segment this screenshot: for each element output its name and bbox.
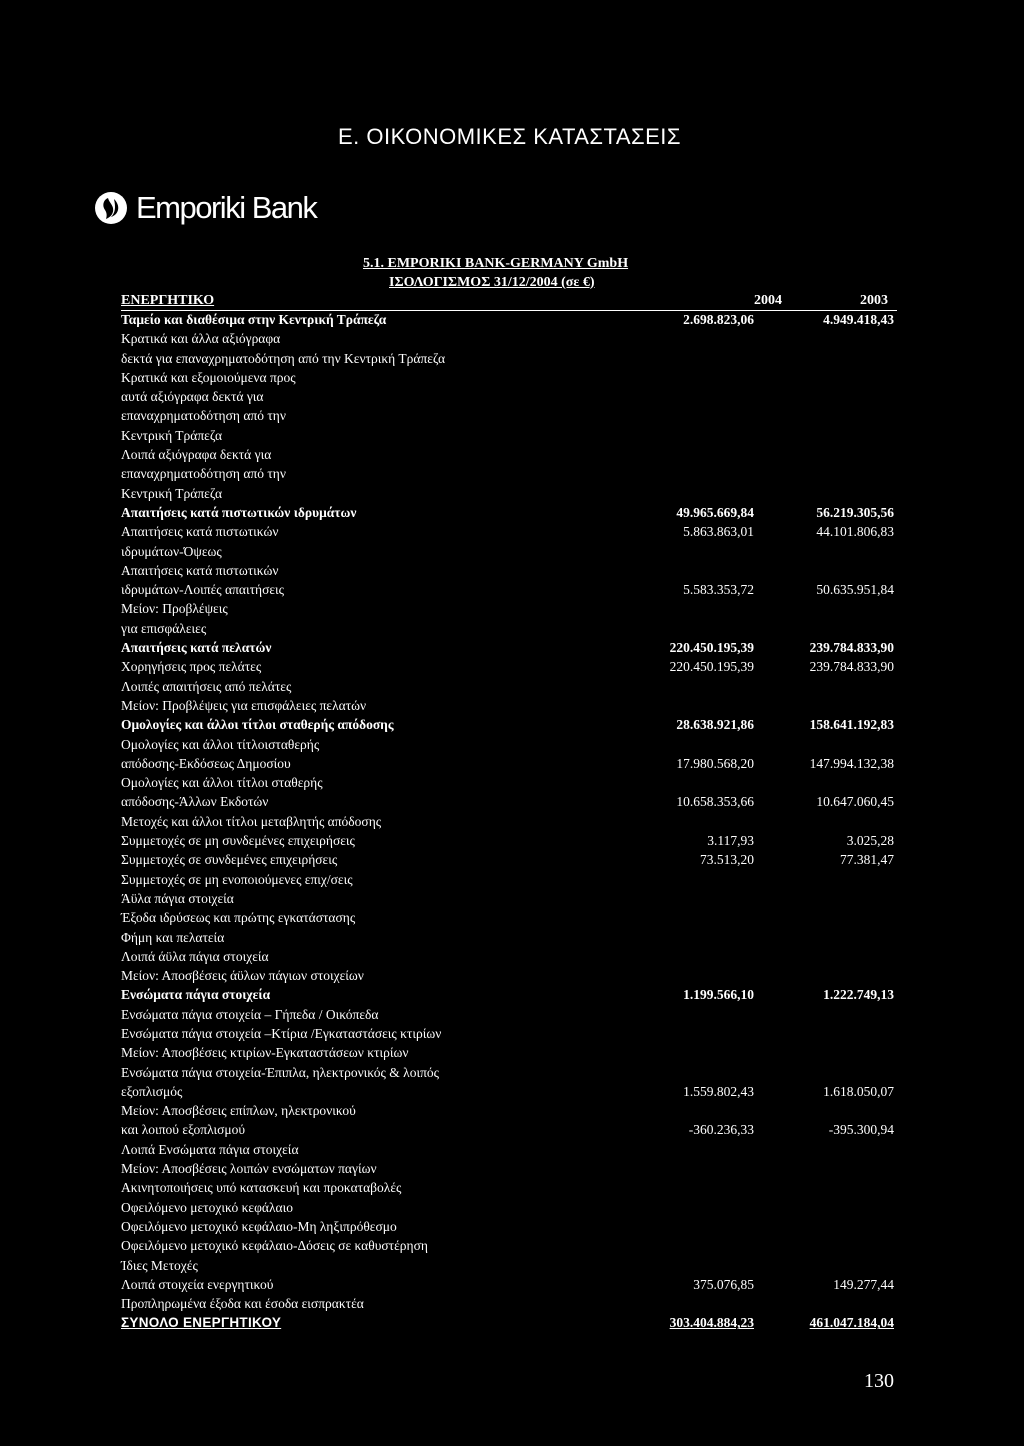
row-label: Απαιτήσεις κατά πελατών: [121, 640, 272, 656]
column-year-2004: 2004: [754, 293, 782, 308]
row-label: Έξοδα ιδρύσεως και πρώτης εγκατάστασης: [121, 910, 356, 926]
value-2004: 3.117,93: [707, 833, 754, 849]
table-row: [121, 735, 897, 754]
row-label: Μείον: Αποσβέσεις άϋλων πάγιων στοιχείων: [121, 968, 364, 984]
value-2004: 303.404.884,23: [669, 1315, 754, 1331]
row-label: Λοιπές απαιτήσεις από πελάτες: [121, 678, 292, 694]
value-2003: 239.784.833,90: [809, 640, 894, 656]
row-label: Ταμείο και διαθέσιμα στην Κεντρική Τράπεζα: [121, 312, 387, 327]
table-row: [121, 580, 897, 599]
table-row: [121, 870, 897, 889]
row-label: Μείον: Αποσβέσεις λοιπών ενσώματων παγίων: [121, 1161, 377, 1177]
row-label: Απαιτήσεις κατά πιστωτικών: [121, 562, 279, 578]
row-label: απόδοσης-Άλλων Εκδοτών: [121, 794, 269, 810]
row-label: Φήμη και πελατεία: [121, 929, 225, 945]
table-row: [121, 503, 897, 522]
row-label: Λοιπά αξιόγραφα δεκτά για: [121, 447, 272, 463]
row-label: ιδρυμάτων-Λοιπές απαιτήσεις: [121, 582, 285, 598]
table-row: [121, 1063, 897, 1082]
value-2004: 5.863.863,01: [683, 524, 754, 540]
row-label: Λοιπά άϋλα πάγια στοιχεία: [121, 948, 269, 964]
row-label: Ίδιες Μετοχές: [121, 1257, 198, 1273]
value-2003: 158.641.192,83: [809, 717, 894, 733]
table-row: [121, 812, 897, 831]
row-label: Μείον: Αποσβέσεις επίπλων, ηλεκτρονικού: [121, 1103, 356, 1119]
row-label: επαναχρηματοδότηση από την: [121, 466, 286, 482]
table-row: [121, 696, 897, 715]
table-row: [121, 831, 897, 850]
row-label: Ενσώματα πάγια στοιχεία: [121, 987, 271, 1003]
row-label: Συμμετοχές σε συνδεμένες επιχειρήσεις: [121, 852, 338, 868]
table-row: [121, 1256, 897, 1275]
row-label: Οφειλόμενο μετοχικό κεφάλαιο: [121, 1199, 293, 1215]
row-label: Ενσώματα πάγια στοιχεία-Έπιπλα, ηλεκτρονικός & λοιπός: [121, 1064, 439, 1080]
value-2004: 49.965.669,84: [676, 504, 754, 520]
table-row: [121, 928, 897, 947]
page-number: 130: [864, 1370, 894, 1392]
value-2003: 44.101.806,83: [816, 524, 894, 540]
value-2004: 220.450.195,39: [669, 640, 754, 656]
table-row: [121, 985, 897, 1004]
value-2004: 375.076,85: [693, 1276, 754, 1292]
row-label: Λοιπά Ενσώματα πάγια στοιχεία: [121, 1141, 299, 1157]
bank-name: Emporiki Bank: [136, 190, 317, 225]
balance-sheet-title: ΙΣΟΛΟΓΙΣΜΟΣ 31/12/2004 (σε €): [389, 275, 595, 290]
row-label: Ενσώματα πάγια στοιχεία –Κτίρια /Εγκαταστάσεις κτιρίων: [121, 1025, 442, 1041]
row-label: Συμμετοχές σε μη ενοποιούμενες επιχ/σεις: [121, 871, 353, 887]
row-label: Προπληρωμένα έξοδα και έσοδα εισπρακτέα: [121, 1296, 364, 1312]
table-row: [121, 1043, 897, 1062]
table-row: [121, 599, 897, 618]
row-label: Μείον: Προβλέψεις: [121, 601, 228, 617]
balance-sheet-table: [121, 310, 897, 1333]
table-row: [121, 889, 897, 908]
row-label: εξοπλισμός: [121, 1083, 183, 1099]
table-row: [121, 349, 897, 368]
row-label: Κεντρική Τράπεζα: [121, 427, 223, 443]
table-row: [121, 561, 897, 580]
table-row: [121, 908, 897, 927]
row-label: Λοιπά στοιχεία ενεργητικού: [121, 1276, 274, 1292]
row-label: Μετοχές και άλλοι τίτλοι μεταβλητής απόδοσης: [121, 813, 382, 829]
row-label: Άϋλα πάγια στοιχεία: [121, 890, 234, 906]
value-2003: 239.784.833,90: [809, 659, 894, 675]
table-row: [121, 387, 897, 406]
table-row: [121, 484, 897, 503]
table-row: [121, 1005, 897, 1024]
table-row: [121, 947, 897, 966]
table-row: [121, 638, 897, 657]
table-row: [121, 1024, 897, 1043]
value-2004: 2.698.823,06: [683, 312, 754, 327]
table-row: [121, 657, 897, 676]
value-2004: 73.513,20: [700, 852, 754, 868]
value-2004: 10.658.353,66: [676, 794, 754, 810]
value-2004: 1.199.566,10: [683, 987, 754, 1003]
row-label: Απαιτήσεις κατά πιστωτικών ιδρυμάτων: [121, 504, 357, 520]
table-row: [121, 522, 897, 541]
value-2003: 77.381,47: [840, 852, 894, 868]
row-label: Χορηγήσεις προς πελάτες: [121, 659, 262, 675]
value-2003: 50.635.951,84: [816, 582, 894, 598]
row-label: και λοιπού εξοπλισμού: [121, 1122, 246, 1138]
value-2003: 10.647.060,45: [816, 794, 894, 810]
row-label: Ομολογίες και άλλοι τίτλοι σταθερής: [121, 775, 323, 791]
row-label: Ενσώματα πάγια στοιχεία – Γήπεδα / Οικόπεδα: [121, 1006, 379, 1022]
row-label: Ακινητοποιήσεις υπό κατασκευή και προκαταβολές: [121, 1180, 402, 1196]
row-label: Οφειλόμενο μετοχικό κεφάλαιο-Δόσεις σε καθυστέρηση: [121, 1238, 428, 1254]
table-row: [121, 1275, 897, 1294]
row-label: απόδοσης-Εκδόσεως Δημοσίου: [121, 755, 291, 771]
table-row: [121, 754, 897, 773]
value-2003: 3.025,28: [846, 833, 894, 849]
value-2003: 1.222.749,13: [823, 987, 894, 1003]
row-label: Κρατικά και εξομοιούμενα προς: [121, 369, 296, 385]
bank-logo: [94, 190, 316, 226]
table-row: [121, 445, 897, 464]
row-label: για επισφάλειες: [121, 620, 207, 636]
row-label: Κεντρική Τράπεζα: [121, 485, 223, 501]
table-row: [121, 966, 897, 985]
value-2003: 461.047.184,04: [809, 1315, 894, 1331]
value-2004: 28.638.921,86: [676, 717, 754, 733]
table-row: [121, 406, 897, 425]
column-year-2003: 2003: [860, 293, 888, 308]
row-label: Οφειλόμενο μετοχικό κεφάλαιο-Μη ληξιπρόθεσμο: [121, 1218, 397, 1234]
value-2004: 17.980.568,20: [676, 755, 754, 771]
table-row: [121, 464, 897, 483]
table-row: [121, 677, 897, 696]
row-label: Μείον: Αποσβέσεις κτιρίων-Εγκαταστάσεων κτιρίων: [121, 1045, 409, 1061]
table-row: [121, 1236, 897, 1255]
value-2003: 4.949.418,43: [823, 312, 894, 327]
value-2003: -395.300,94: [828, 1122, 894, 1138]
table-row: [121, 792, 897, 811]
table-row: [121, 1120, 897, 1139]
value-2003: 1.618.050,07: [823, 1083, 894, 1099]
table-row: [121, 1217, 897, 1236]
row-label: ιδρυμάτων-Όψεως: [121, 543, 222, 559]
row-label: αυτά αξιόγραφα δεκτά για: [121, 389, 264, 405]
row-label: δεκτά για επαναχρηματοδότηση από την Κεντρική Τράπεζα: [121, 350, 446, 366]
row-label: ΣΥΝΟΛΟ ΕΝΕΡΓΗΤΙΚΟΥ: [121, 1315, 282, 1331]
table-row: [121, 715, 897, 734]
table-row: [121, 310, 897, 329]
assets-header: ΕΝΕΡΓΗΤΙΚΟ: [121, 293, 215, 308]
table-row: [121, 368, 897, 387]
table-row: [121, 1313, 897, 1332]
value-2003: 56.219.305,56: [816, 504, 894, 520]
table-row: [121, 1101, 897, 1120]
value-2004: 5.583.353,72: [683, 582, 754, 598]
table-row: [121, 329, 897, 348]
table-row: [121, 1294, 897, 1313]
row-label: Ομολογίες και άλλοι τίτλοι σταθερής απόδοσης: [121, 717, 394, 733]
table-row: [121, 850, 897, 869]
page-title: Ε. ΟΙΚΟΝΟΜΙΚΕΣ ΚΑΤΑΣΤΑΣΕΙΣ: [338, 124, 681, 149]
value-2004: 220.450.195,39: [669, 659, 754, 675]
table-row: [121, 542, 897, 561]
row-label: Απαιτήσεις κατά πιστωτικών: [121, 524, 279, 540]
company-subtitle: 5.1. EMPORIKI BANK-GERMANY GmbH: [363, 256, 629, 271]
table-row: [121, 1140, 897, 1159]
row-label: Μείον: Προβλέψεις για επισφάλειες πελατών: [121, 697, 367, 713]
table-row: [121, 1198, 897, 1217]
table-row: [121, 1082, 897, 1101]
row-label: Κρατικά και άλλα αξιόγραφα: [121, 331, 281, 347]
value-2004: 1.559.802,43: [683, 1083, 754, 1099]
table-row: [121, 619, 897, 638]
emporiki-logo-icon: [94, 191, 128, 225]
value-2003: 149.277,44: [833, 1276, 894, 1292]
value-2004: -360.236,33: [688, 1122, 754, 1138]
row-label: επαναχρηματοδότηση από την: [121, 408, 286, 424]
value-2003: 147.994.132,38: [809, 755, 894, 771]
table-row: [121, 773, 897, 792]
table-row: [121, 426, 897, 445]
row-label: Συμμετοχές σε μη συνδεμένες επιχειρήσεις: [121, 833, 355, 849]
table-row: [121, 1159, 897, 1178]
row-label: Ομολογίες και άλλοι τίτλοισταθερής: [121, 736, 320, 752]
table-row: [121, 1178, 897, 1197]
